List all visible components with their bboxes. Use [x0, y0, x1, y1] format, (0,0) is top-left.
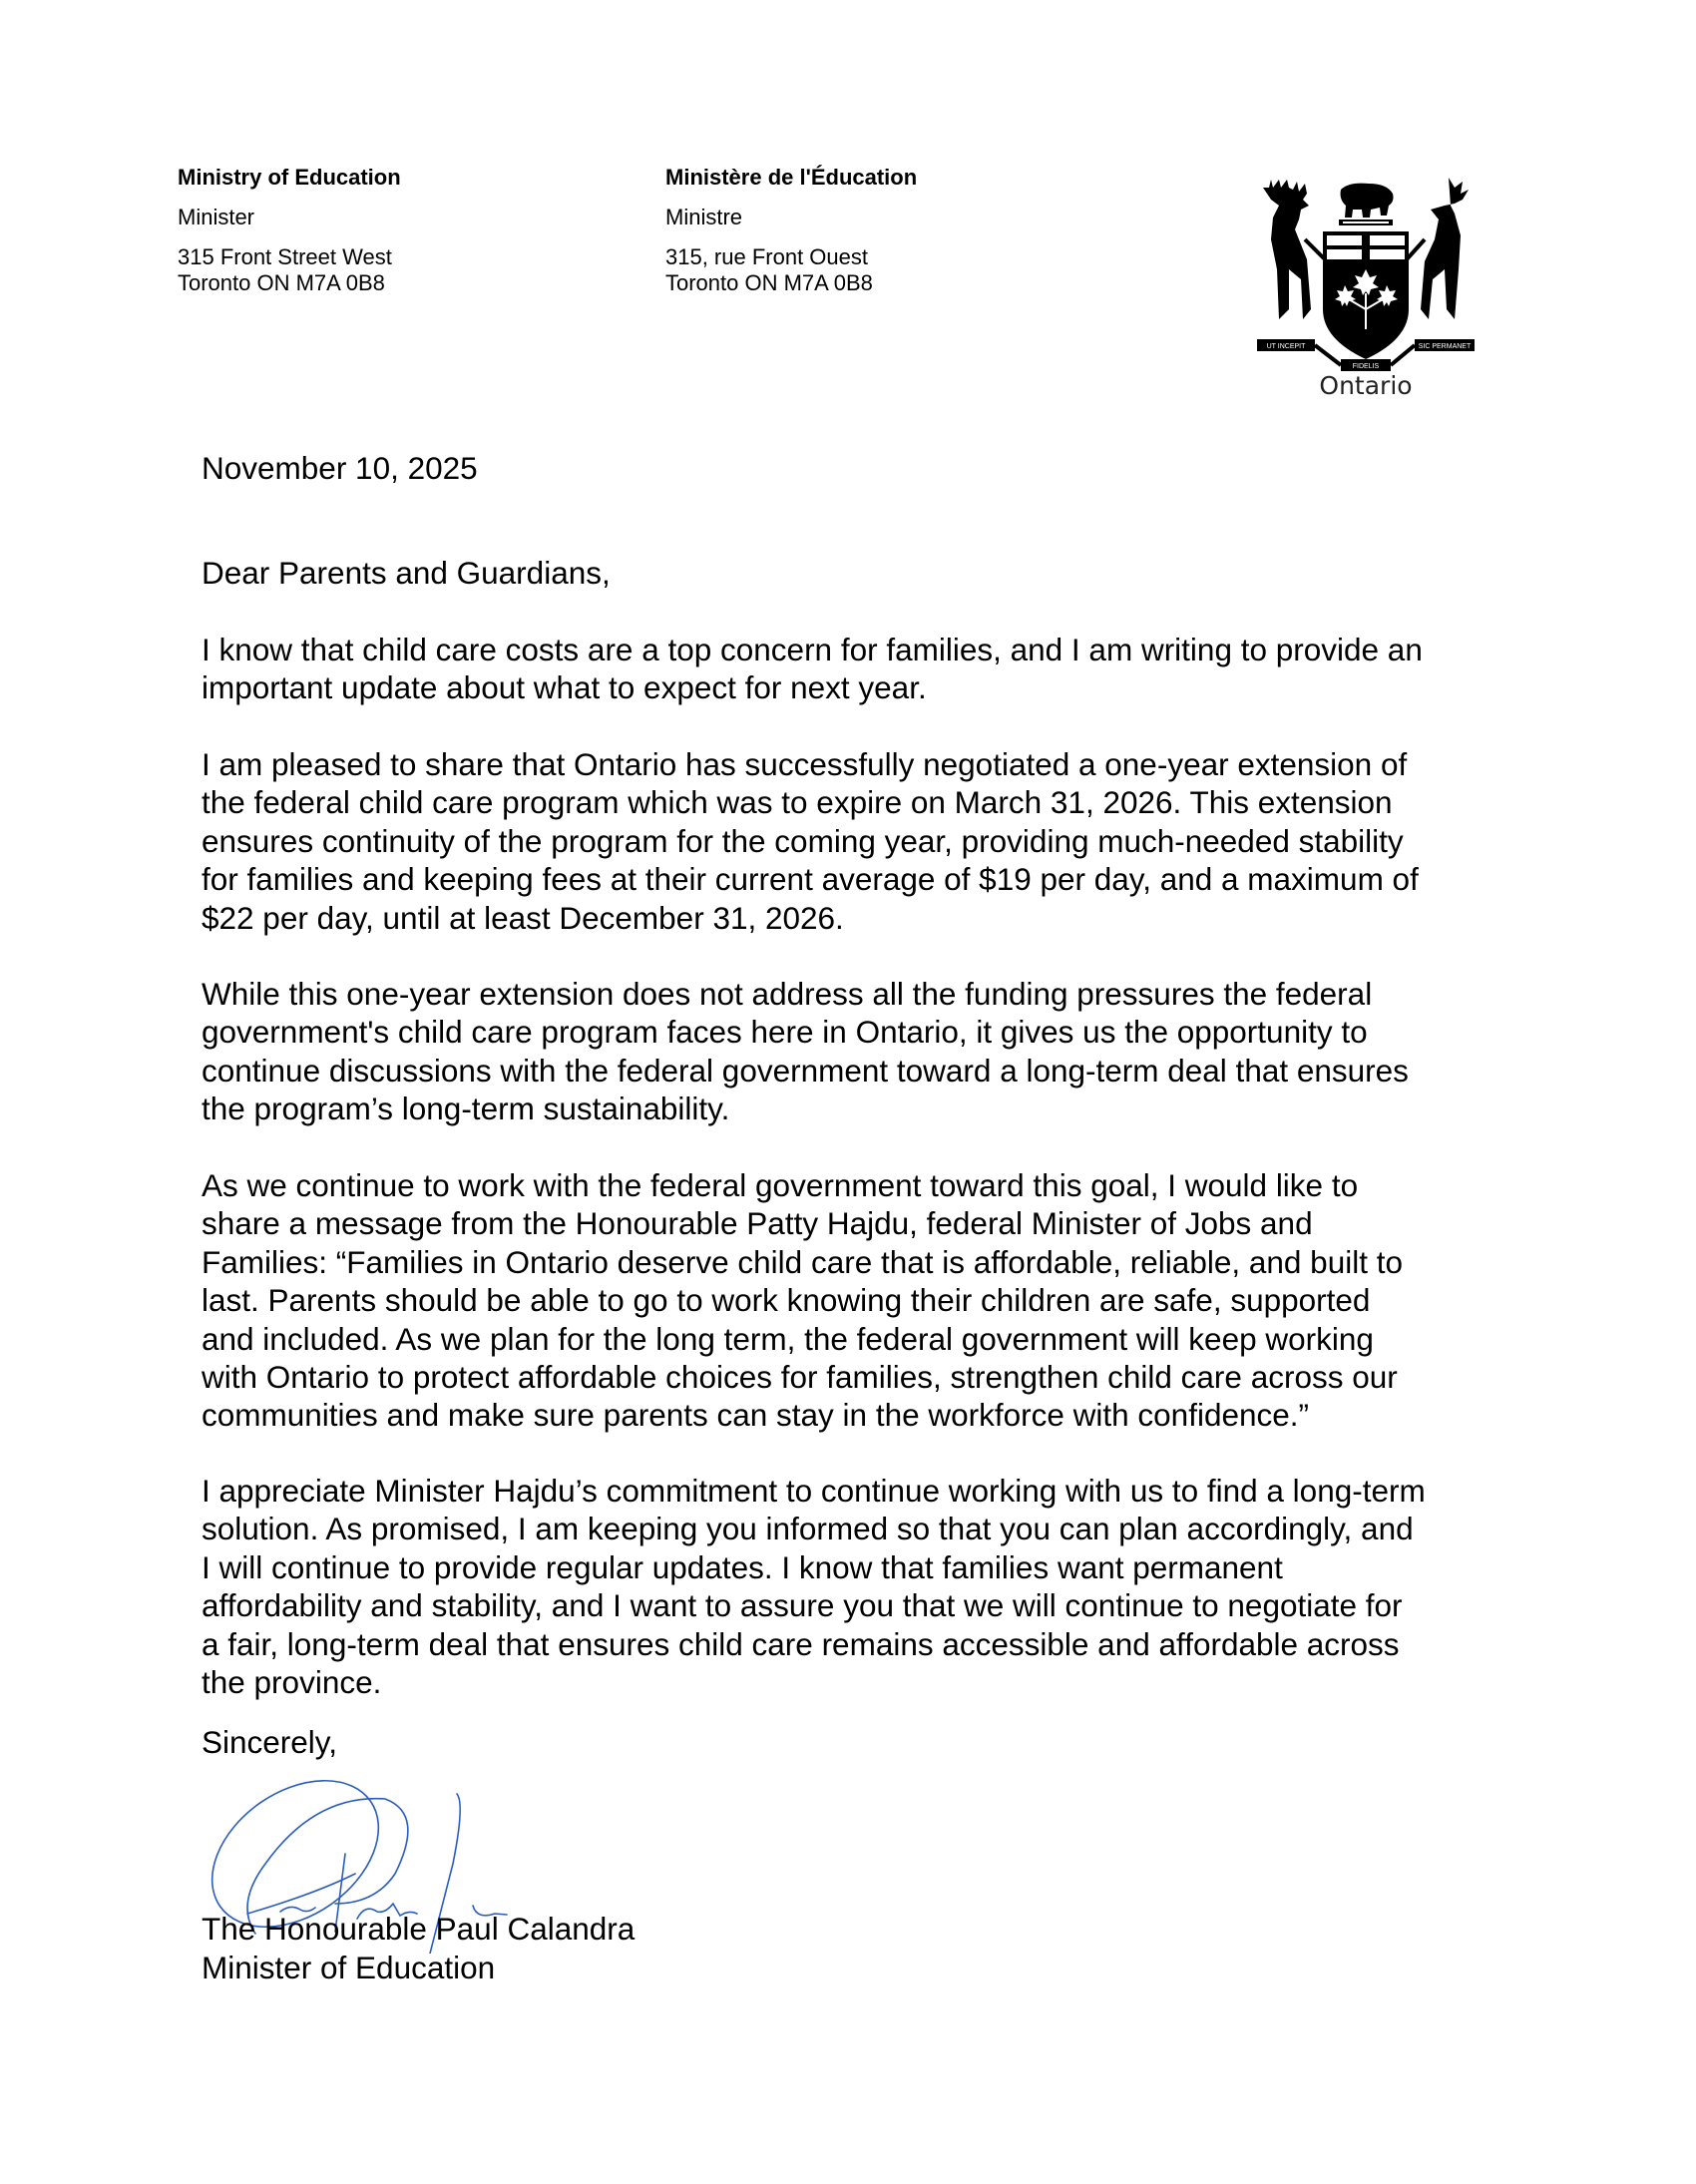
address-line2-french: Toronto ON M7A 0B8 — [665, 270, 873, 295]
paragraph-line: the program’s long-term sustainability. — [202, 1091, 730, 1127]
paragraph-line: communities and make sure parents can stay in the workforce with confidence.” — [202, 1397, 1310, 1434]
paragraph-line: I appreciate Minister Hajdu’s commitment to continue working with us to find a long-term — [202, 1473, 1426, 1509]
role-french: Ministre — [665, 205, 743, 229]
paragraph-funding — [202, 975, 1548, 1128]
paragraph-line: ensures continuity of the program for the coming year, providing much-needed stability — [202, 822, 1404, 859]
ontario-coat-of-arms-icon — [1249, 170, 1481, 397]
paragraph-line: and included. As we plan for the long term, the federal government will keep working — [202, 1320, 1374, 1357]
address-line2-english: Toronto ON M7A 0B8 — [178, 270, 385, 295]
ontario-logo — [1249, 170, 1481, 397]
signatory-name: The Honourable Paul Calandra — [202, 1911, 636, 1947]
paragraph-line: Families: “Families in Ontario deserve child care that is affordable, reliable, and built to — [202, 1243, 1403, 1280]
motto-center: FIDELIS — [1352, 363, 1380, 370]
role-english: Minister — [178, 205, 255, 229]
paragraph-line: share a message from the Honourable Patty Hajdu, federal Minister of Jobs and — [202, 1205, 1313, 1242]
ministry-name-french: Ministère de l'Éducation — [665, 165, 918, 190]
paragraph-line: I will continue to provide regular updates. I know that families want permanent — [202, 1548, 1283, 1585]
address-line1-english: 315 Front Street West — [178, 244, 392, 269]
paragraph-extension — [202, 745, 1548, 937]
letter-date: November 10, 2025 — [202, 450, 478, 486]
signatory-title: Minister of Education — [202, 1950, 496, 1985]
paragraph-line: for families and keeping fees at their current average of $19 per day, and a maximum of — [202, 861, 1419, 898]
paragraph-line: I am pleased to share that Ontario has successfully negotiated a one-year extension of — [202, 746, 1408, 782]
paragraph-line: affordability and stability, and I want to assure you that we will continue to negotiate for — [202, 1587, 1403, 1624]
paragraph-line: with Ontario to protect affordable choices for families, strengthen child care across our — [202, 1359, 1398, 1396]
closing: Sincerely, — [202, 1724, 337, 1760]
paragraph-line: solution. As promised, I am keeping you informed so that you can plan accordingly, and — [202, 1511, 1414, 1547]
paragraph-line: the province. — [202, 1664, 382, 1701]
paragraph-intro — [202, 631, 1548, 707]
paragraph-line: government's child care program faces here in Ontario, it gives us the opportunity to — [202, 1014, 1368, 1051]
paragraph-line: While this one-year extension does not address all the funding pressures the federal — [202, 976, 1373, 1012]
paragraph-line: important update about what to expect for next year. — [202, 669, 927, 706]
paragraph-commitment — [202, 1472, 1548, 1701]
letterhead-english — [178, 165, 401, 296]
address-line1-french: 315, rue Front Ouest — [665, 244, 868, 269]
letterhead-french — [665, 165, 917, 296]
motto-right: SIC PERMANET — [1418, 343, 1472, 350]
paragraph-line: $22 per day, until at least December 31, 2026. — [202, 899, 844, 936]
paragraph-line: As we continue to work with the federal government toward this goal, I would like to — [202, 1167, 1359, 1203]
ontario-wordmark: Ontario — [1319, 371, 1413, 397]
paragraph-federal-message — [202, 1166, 1548, 1435]
motto-left: UT INCEPIT — [1266, 343, 1306, 350]
paragraph-line: last. Parents should be able to go to work knowing their children are safe, supported — [202, 1282, 1371, 1319]
paragraph-line: the federal child care program which was to expire on March 31, 2026. This extension — [202, 784, 1393, 821]
ministry-name-english: Ministry of Education — [178, 165, 401, 190]
paragraph-line: I know that child care costs are a top concern for families, and I am writing to provide an — [202, 632, 1423, 667]
paragraph-line: a fair, long-term deal that ensures child care remains accessible and affordable across — [202, 1625, 1400, 1662]
salutation: Dear Parents and Guardians, — [202, 555, 611, 591]
paragraph-line: continue discussions with the federal government toward a long-term deal that ensures — [202, 1052, 1409, 1089]
